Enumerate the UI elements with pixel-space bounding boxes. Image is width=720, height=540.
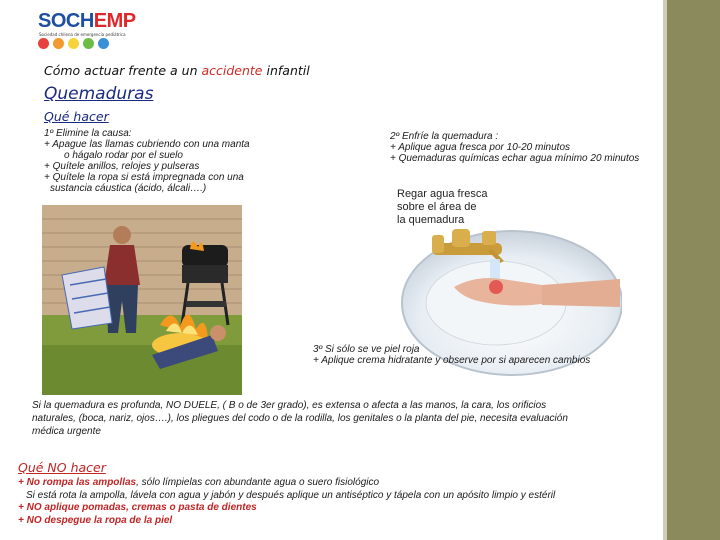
barbecue-fire-illustration [42, 205, 242, 395]
what-not-to-do-list [18, 477, 555, 527]
logo-tagline: Sociedad chilena de emergencia pediátrica [39, 32, 126, 37]
step1-line: + Quítele la ropa si está impregnada con una [44, 172, 244, 183]
cooling-caption-line: sobre el área de [397, 201, 477, 213]
section-heading: Quemaduras [44, 84, 154, 104]
logo-dot-5 [98, 38, 109, 49]
cooling-caption [397, 188, 488, 227]
step2-block [390, 131, 639, 164]
sochemp-logo [38, 10, 136, 33]
step1-line: sustancia cáustica (ácido, álcali….) [50, 183, 207, 194]
title-highlight: accidente [201, 63, 263, 78]
step1-block [44, 128, 250, 194]
urgent-evaluation-paragraph: Si la quemadura es profunda, NO DUELE, ( B o de 3er grado), es extensa o afecta a las manos, la cara, los orificios naturales, (boca, nariz, ojos….), los pliegues del codo o de la rodilla, los genitales o la planta del pie, necesita evaluación médica urgente [32, 400, 568, 437]
step2-line: + Aplique agua fresca por 10-20 minutos [390, 142, 571, 153]
step1-line: + Apague las llamas cubriendo con una manta [44, 139, 250, 150]
logo-dot-4 [83, 38, 94, 49]
step1-line: o hágalo rodar por el suelo [64, 150, 183, 161]
no-item-3: + NO aplique pomadas, cremas o pasta de dientes [18, 502, 257, 513]
no-item-2: Si está rota la ampolla, lávela con agua y jabón y después aplique un antiséptico y tápela con un apósito limpio y estéril [26, 489, 556, 501]
title-suffix: infantil [262, 63, 310, 78]
no-item-4: + NO despegue la ropa de la piel [18, 514, 173, 526]
what-not-to-do-heading: Qué NO hacer [18, 460, 106, 475]
step3-block [313, 344, 590, 366]
title-prefix: Cómo actuar frente a un [44, 63, 202, 78]
no-item-1 [18, 477, 555, 490]
logo-name-part1: SOCH [38, 10, 94, 32]
page-title [44, 63, 310, 78]
barbecue-fire-photo [42, 205, 242, 395]
no-item-1-detail: , sólo límpielas con abundante agua o suero fisiológico [136, 477, 380, 488]
step3-line: + Aplique crema hidratante y observe por si aparecen cambios [313, 355, 591, 366]
step3-line: 3º Si sólo se ve piel roja [313, 344, 420, 355]
no-item-1-warning: + No rompa las ampollas [18, 477, 137, 488]
logo-dot-2 [53, 38, 64, 49]
step1-line: 1º Elimine la causa: [44, 128, 132, 139]
logo-dot-3 [68, 38, 79, 49]
cooling-caption-line: la quemadura [397, 214, 465, 226]
what-to-do-heading: Qué hacer [44, 109, 109, 124]
step2-line: 2º Enfríe la quemadura : [390, 131, 499, 142]
cooling-caption-line: Regar agua fresca [397, 188, 488, 200]
logo-dot-1 [38, 38, 49, 49]
logo-name-part2: EMP [93, 10, 136, 32]
logo-dots [38, 38, 109, 49]
step2-line: + Quemaduras químicas echar agua mínimo 20 minutos [390, 153, 640, 164]
sidebar-decoration [667, 0, 720, 540]
step1-line: + Quítele anillos, relojes y pulseras [44, 161, 200, 172]
